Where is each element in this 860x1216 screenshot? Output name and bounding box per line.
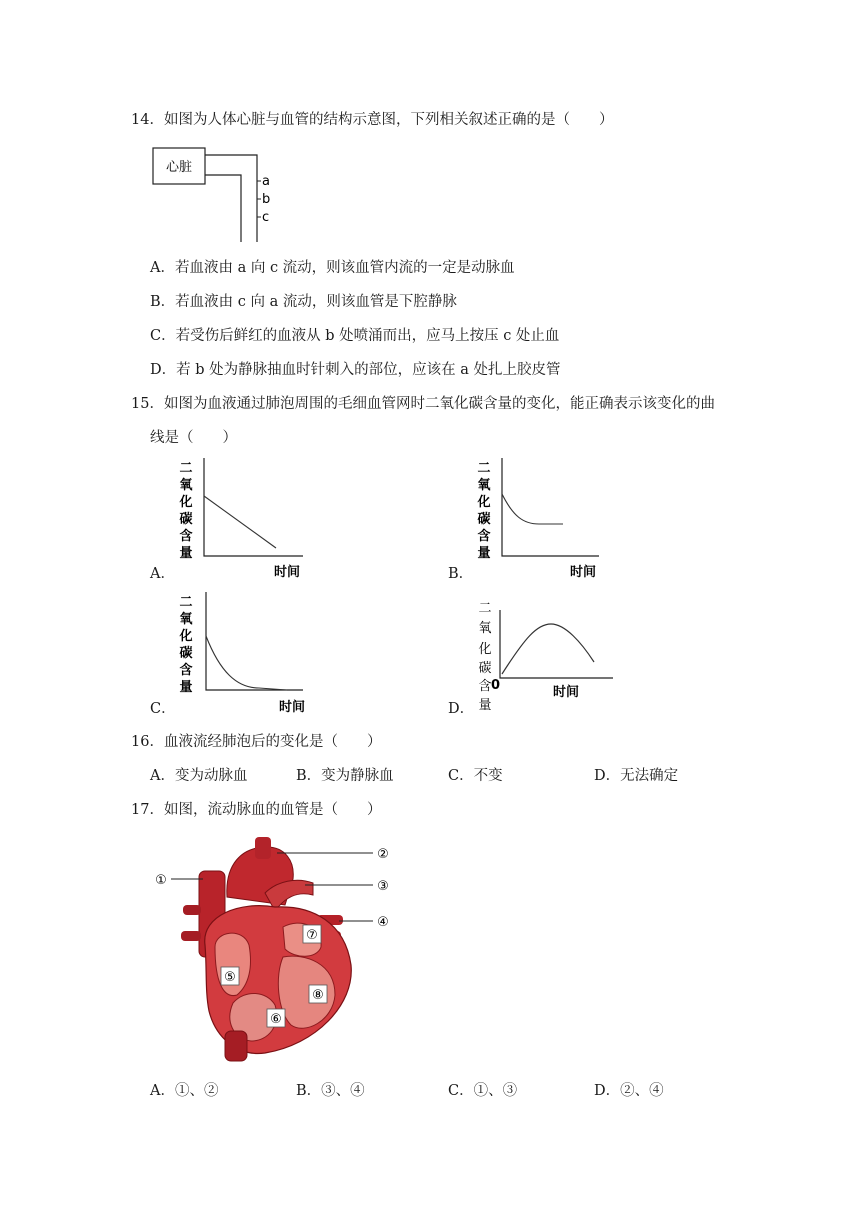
chart-b-curve bbox=[502, 494, 563, 524]
svg-text:氧: 氧 bbox=[477, 478, 491, 493]
q17-option-a[interactable]: A．①、② bbox=[150, 1083, 219, 1099]
svg-text:氧: 氧 bbox=[478, 621, 492, 636]
heart-label-5: ⑤ bbox=[224, 970, 236, 985]
chart-b-x-label: 时间 bbox=[570, 565, 597, 580]
chart-c-curve bbox=[206, 636, 287, 690]
q16-option-d[interactable]: D．无法确定 bbox=[594, 768, 679, 784]
svg-text:化: 化 bbox=[179, 495, 193, 510]
svg-text:氧: 氧 bbox=[179, 612, 193, 627]
label-a: a bbox=[262, 174, 270, 189]
svg-text:化: 化 bbox=[477, 495, 491, 510]
q15-stem-line2: 线是（ ） bbox=[150, 430, 237, 446]
q15-stem-line1: 15．如图为血液通过肺泡周围的毛细血管网时二氧化碳含量的变化，能正确表示该变化的曲 bbox=[131, 396, 715, 412]
q15-option-b[interactable]: B． bbox=[448, 566, 474, 582]
q15-option-c[interactable]: C． bbox=[150, 701, 176, 717]
chart-b-y-label bbox=[476, 461, 491, 561]
svg-text:二: 二 bbox=[179, 595, 193, 610]
chart-d-origin: 0 bbox=[491, 678, 501, 693]
chart-c-y-label bbox=[178, 595, 193, 695]
q15-chart-d bbox=[473, 601, 623, 722]
heart-label-4: ④ bbox=[377, 915, 389, 930]
q14-heart-vessel-diagram bbox=[150, 145, 290, 249]
q14-option-c[interactable]: C．若受伤后鲜红的血液从 b 处喷涌而出，应马上按压 c 处止血 bbox=[150, 328, 560, 344]
svg-text:氧: 氧 bbox=[179, 478, 193, 493]
q15-chart-a bbox=[175, 458, 315, 583]
q17-option-d[interactable]: D．②、④ bbox=[594, 1083, 664, 1099]
svg-text:二: 二 bbox=[179, 461, 193, 476]
svg-text:含: 含 bbox=[477, 529, 491, 544]
chart-a-curve bbox=[204, 496, 276, 548]
q17-option-c[interactable]: C．①、③ bbox=[448, 1083, 518, 1099]
q15-option-d[interactable]: D． bbox=[448, 701, 475, 717]
svg-text:二: 二 bbox=[478, 601, 492, 616]
vessel-outer-line bbox=[205, 155, 257, 242]
svg-text:化: 化 bbox=[179, 629, 193, 644]
svg-text:碳: 碳 bbox=[478, 661, 492, 676]
heart-box-label: 心脏 bbox=[165, 160, 193, 175]
svg-text:化: 化 bbox=[478, 642, 492, 657]
vessel-inner-line bbox=[205, 175, 241, 242]
q15-chart-b bbox=[473, 458, 613, 583]
heart-label-3: ③ bbox=[377, 879, 389, 894]
svg-text:碳: 碳 bbox=[477, 512, 491, 527]
svg-text:量: 量 bbox=[179, 546, 193, 561]
svg-text:量: 量 bbox=[477, 546, 491, 561]
q16-option-b[interactable]: B．变为静脉血 bbox=[296, 768, 394, 784]
vessel-left-stub1 bbox=[183, 905, 201, 915]
heart-label-1: ① bbox=[155, 873, 167, 888]
svg-text:含: 含 bbox=[179, 529, 193, 544]
chart-d-axes bbox=[500, 610, 613, 678]
aorta-branch bbox=[255, 837, 271, 859]
q14-stem: 14．如图为人体心脏与血管的结构示意图，下列相关叙述正确的是（ ） bbox=[131, 112, 614, 128]
q16-stem: 16．血液流经肺泡后的变化是（ ） bbox=[131, 734, 382, 750]
svg-text:含: 含 bbox=[179, 663, 193, 678]
chart-b-axes bbox=[502, 458, 599, 556]
q15-option-a[interactable]: A． bbox=[150, 566, 175, 582]
svg-text:量: 量 bbox=[179, 680, 193, 695]
heart-label-7: ⑦ bbox=[306, 928, 318, 943]
q14-option-b[interactable]: B．若血液由 c 向 a 流动，则该血管是下腔静脉 bbox=[150, 294, 457, 310]
chart-a-y-label bbox=[178, 461, 193, 561]
vessel-left-stub2 bbox=[181, 931, 201, 941]
svg-text:碳: 碳 bbox=[179, 512, 193, 527]
chart-c-x-label: 时间 bbox=[279, 700, 306, 715]
label-b: b bbox=[262, 192, 271, 207]
heart-label-2: ② bbox=[377, 847, 389, 862]
q17-heart-illustration bbox=[145, 835, 405, 1063]
heart-label-8: ⑧ bbox=[312, 988, 324, 1003]
chart-c-axes bbox=[206, 592, 303, 690]
q16-option-c[interactable]: C．不变 bbox=[448, 768, 503, 784]
chart-d-x-label: 时间 bbox=[553, 685, 580, 700]
q16-option-a[interactable]: A．变为动脉血 bbox=[150, 768, 248, 784]
svg-text:含: 含 bbox=[478, 679, 492, 694]
svg-text:二: 二 bbox=[477, 461, 491, 476]
label-c: c bbox=[262, 210, 270, 225]
svg-text:量: 量 bbox=[478, 698, 492, 713]
chart-a-x-label: 时间 bbox=[274, 565, 301, 580]
q17-stem: 17．如图，流动脉血的血管是（ ） bbox=[131, 802, 382, 818]
q14-option-d[interactable]: D．若 b 处为静脉抽血时针刺入的部位，应该在 a 处扎上胶皮管 bbox=[150, 362, 561, 378]
heart-label-6: ⑥ bbox=[270, 1012, 282, 1027]
svg-text:碳: 碳 bbox=[179, 646, 193, 661]
q17-option-b[interactable]: B．③、④ bbox=[296, 1083, 365, 1099]
q15-chart-c bbox=[175, 592, 315, 717]
q14-option-a[interactable]: A．若血液由 a 向 c 流动，则该血管内流的一定是动脉血 bbox=[150, 260, 515, 276]
chart-d-y-label bbox=[478, 601, 491, 713]
chart-d-curve bbox=[502, 624, 594, 674]
vena-cava-inferior bbox=[225, 1031, 247, 1061]
